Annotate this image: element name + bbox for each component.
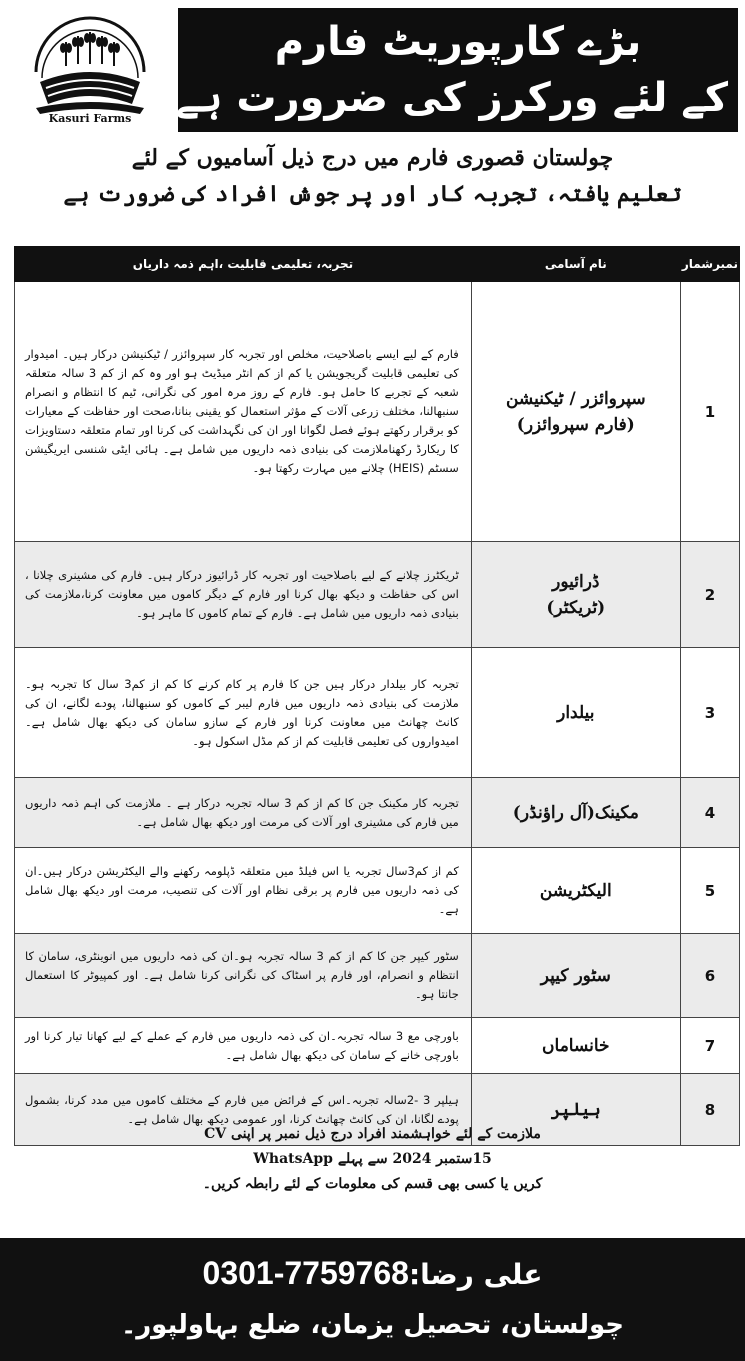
post-description: باورچی مع 3 سالہ تجربہ۔ان کی ذمہ داریوں میں فارم کے عملے کے لیے کھانا تیار کرنا اور باورچی خانے کے سامان کی دیکھ بھال شامل ہے۔	[15, 1018, 472, 1074]
contact-address: چولستان، تحصیل یزمان، ضلع بہاولپور۔	[120, 1310, 624, 1340]
headline-line-1: بڑے کارپوریٹ فارم	[274, 19, 642, 65]
contact-person	[0, 1238, 745, 1302]
apply-line-2: 15ستمبر 2024 سے پہلے WhatsApp	[253, 1151, 492, 1167]
post-name: ہیلپر	[550, 1099, 601, 1120]
post-title	[471, 542, 680, 648]
contact-banner	[0, 1238, 745, 1361]
application-instructions	[40, 1122, 705, 1197]
post-name: سپروائزر / ٹیکنیشن	[505, 388, 646, 409]
header-number: نمبرشمار	[680, 247, 739, 282]
intro-line-1: چولستان قصوری فارم میں درج ذیل آسامیوں کے لئے	[131, 145, 614, 171]
table-row	[15, 934, 740, 1018]
intro-line-2: تعلیم یافتہ، تجربہ کار اور پر جوش افراد کی ضرورت ہے	[63, 181, 682, 207]
table-row	[15, 282, 740, 542]
post-subtitle: (ٹریکٹر)	[546, 597, 606, 618]
post-title	[471, 282, 680, 542]
post-title	[471, 778, 680, 848]
contact-phone[interactable]: 0301-7759768	[202, 1255, 409, 1291]
post-description: کم از کم3سال تجربہ یا اس فیلڈ میں متعلقہ ڈپلومہ رکھنے والے الیکٹریشن درکار ہیں۔ان کی ذمہ داریوں میں فارم پر برقی نظام اور آلات کی تنصیب، مرمت اور دیکھ بھال شامل ہے۔	[15, 848, 472, 934]
apply-line-1: ملازمت کے لئے خواہشمند افراد درج ذیل نمبر پر اپنی CV	[204, 1126, 541, 1142]
vacancies-table	[14, 246, 740, 1146]
table-header-row	[15, 247, 740, 282]
post-description: فارم کے لیے ایسے باصلاحیت، مخلص اور تجربہ کار سپروائزر / ٹیکنیشن درکار ہیں۔ امیدوار کی تعلیمی قابلیت گریجویشن یا کم از کم انٹر میڈیٹ ہو اور وہ کم از کم 3 سالہ متعلقہ شعبہ کے تجربے کا حامل ہو۔ فارم کے روز مرہ امور کی نگرانی، ٹیم کا انتظام و انصرام سنبھالنا، مختلف زرعی آلات کے مؤثر استعمال کو یقینی بنانا،صحت اور حفاظت کے معیارات کو برقرار رکھتے ہوئے فصل لگوانا اور ان کی نگہداشت کی کرنا اور تمام متعلقہ دستاویزات کا ریکارڈ رکھناملازمت کی بنیادی ذمہ داریوں میں شامل ہے۔ ہائی ایٹی شنسی ایریگیشن سسٹم (HEIS) چلانے میں مہارت رکھتا ہو۔	[15, 282, 472, 542]
row-number: 5	[680, 848, 739, 934]
row-number: 3	[680, 648, 739, 778]
kasuri-farms-logo	[22, 8, 158, 134]
post-subtitle: (فارم سپروائزر)	[516, 414, 635, 435]
post-description: ٹریکٹرز چلانے کے لیے باصلاحیت اور تجربہ کار ڈرائیوز درکار ہیں۔ فارم کی مشینری چلانا ، اس کی حفاظت و دیکھ بھال کرنا اور فارم کے دیگر کاموں میں معاونت کرنا،ملازمت کی بنیادی ذمہ داریوں میں شامل ہے۔ فارم کے تمام کاموں کا ماہر ہو۔	[15, 542, 472, 648]
post-name: مکینک(آل راؤنڈر)	[512, 802, 639, 823]
table-row	[15, 648, 740, 778]
post-name: خانساماں	[542, 1035, 610, 1056]
post-title	[471, 934, 680, 1018]
intro-text	[20, 140, 725, 212]
headline-banner	[175, 8, 738, 132]
table-row	[15, 542, 740, 648]
row-number: 2	[680, 542, 739, 648]
table-row	[15, 1018, 740, 1074]
post-description: تجربہ کار بیلدار درکار ہیں جن کا فارم پر کام کرنے کا کم از کم3 سال کا تجربہ ہو۔ملازمت کی بنیادی ذمہ داریوں میں فارم لیبر کے کاموں کو سنبھالنا، پودے لگانے، ان کی کانٹ چھانٹ میں معاونت کرنا اور فارم کے سازو سامان کی دیکھ بھال شامل ہے۔ امیدواروں کی تعلیمی قابلیت کم از کم مڈل اسکول ہو۔	[15, 648, 472, 778]
headline-line-2: کے لئے ورکرز کی ضرورت ہے	[175, 75, 728, 121]
apply-line-3: کریں یا کسی بھی قسم کی معلومات کے لئے رابطہ کریں۔	[202, 1176, 543, 1192]
table-row	[15, 778, 740, 848]
row-number: 7	[680, 1018, 739, 1074]
post-description: تجربہ کار مکینک جن کا کم از کم 3 سالہ تجربہ درکار ہے ۔ ملازمت کی اہم ذمہ داریوں میں فارم کی مشینری اور آلات کی مرمت اور دیکھ بھال شامل ہے۔	[15, 778, 472, 848]
row-number: 4	[680, 778, 739, 848]
post-name: الیکٹریشن	[539, 880, 612, 901]
header	[0, 0, 745, 140]
row-number: 1	[680, 282, 739, 542]
post-title	[471, 1018, 680, 1074]
contact-name: علی رضا:	[408, 1258, 543, 1291]
header-post: نام آسامی	[471, 247, 680, 282]
table-row	[15, 848, 740, 934]
row-number: 8	[680, 1074, 739, 1146]
post-title	[471, 848, 680, 934]
post-description: سٹور کیپر جن کا کم از کم 3 سالہ تجربہ ہو۔ان کی ذمہ داریوں میں انوینٹری، سامان کا انتظام و انصرام، اور فارم پر اسٹاک کی نگرانی کرنا شامل ہے۔ اور کمپیوٹر کا استعمال جانتا ہو۔	[15, 934, 472, 1018]
post-title	[471, 648, 680, 778]
header-details: تجربہ، تعلیمی قابلیت ،اہم ذمہ داریاں	[15, 247, 472, 282]
post-description: ہیلپر 3 -2سالہ تجربہ۔اس کے فرائض میں فارم کے مختلف کاموں میں مدد کرنا، بشمول پودے لگانا، ان کی کانٹ چھانٹ کرنا، اور عمومی دیکھ بھال شامل ہے۔	[15, 1074, 472, 1146]
post-name: سٹور کیپر	[540, 965, 611, 986]
post-name: ڈرائیور	[552, 571, 600, 592]
row-number: 6	[680, 934, 739, 1018]
post-name: بیلدار	[557, 702, 595, 723]
logo-text: Kasuri Farms	[48, 112, 132, 125]
